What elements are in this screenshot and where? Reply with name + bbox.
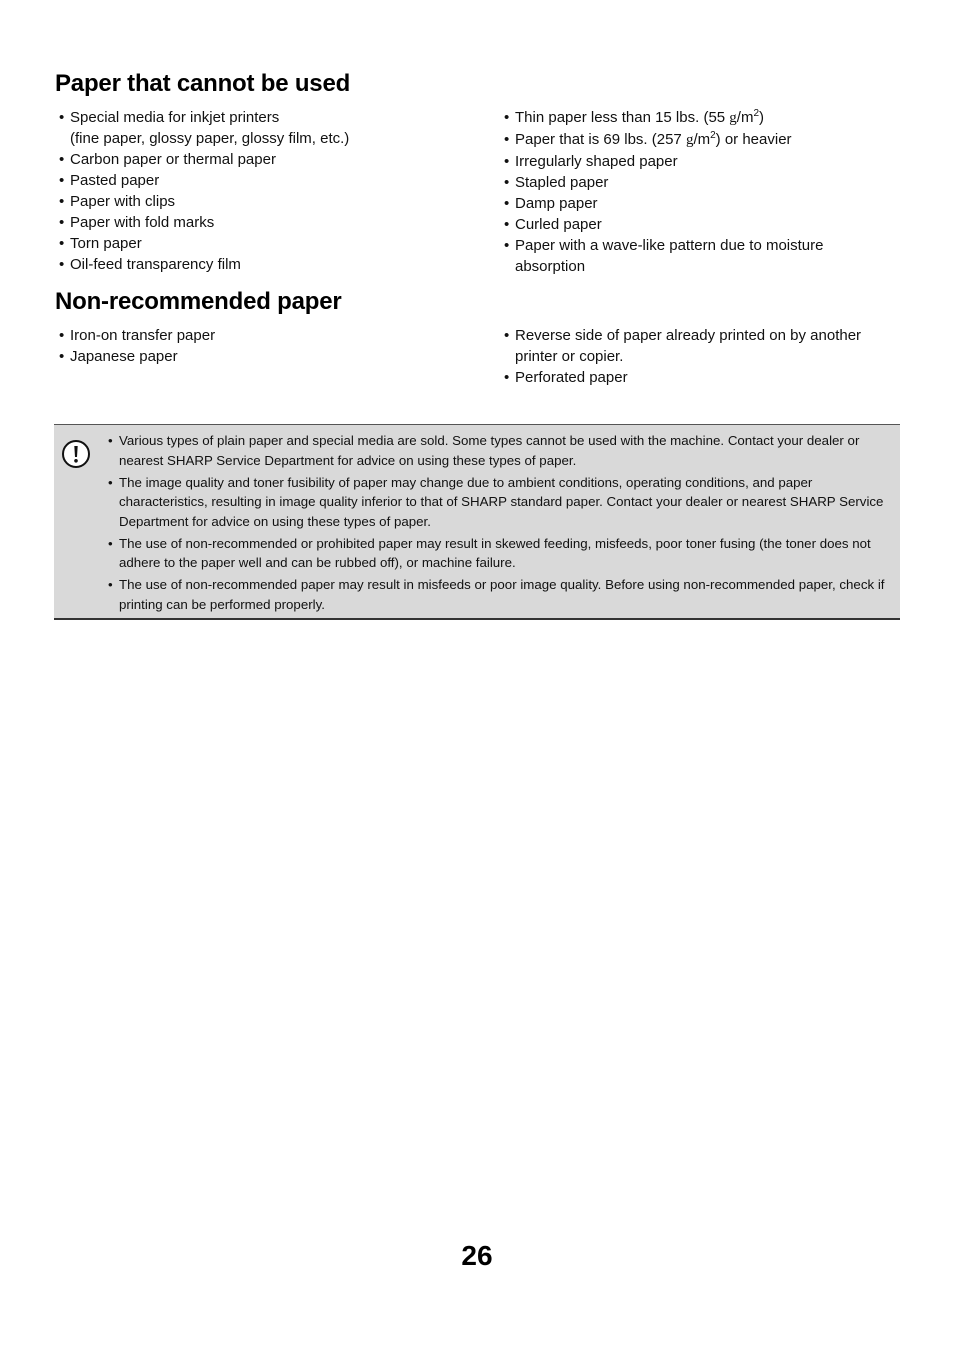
list-item-text: Pasted paper [70, 172, 160, 189]
list-item-text: Curled paper [515, 216, 602, 233]
list-item-text: Irregularly shaped paper [515, 153, 678, 170]
list-item [504, 129, 904, 151]
list-item [59, 170, 479, 191]
unit-superscript: 2 [753, 108, 760, 119]
list-item-text: Paper with fold marks [70, 214, 215, 231]
note-item [108, 473, 893, 532]
non-recommended-list-right [504, 325, 904, 388]
list-item-text: Damp paper [515, 195, 598, 212]
list-item [504, 235, 904, 277]
list-item [59, 212, 479, 233]
list-item-text-continued: absorption [515, 258, 586, 275]
note-item-text: The use of non-recommended paper may result in misfeeds or poor image quality. Before using non-recommended paper, check if printing can be performed properly. [119, 577, 885, 612]
list-item [59, 149, 479, 170]
list-item-text-continued: (fine paper, glossy paper, glossy film, etc.) [70, 130, 350, 147]
list-item [504, 172, 904, 193]
cannot-use-list-right [504, 107, 904, 277]
list-item [504, 107, 904, 129]
list-item-text: Paper with clips [70, 193, 176, 210]
note-item-text: The image quality and toner fusibility of paper may change due to ambient conditions, operating conditions, and paper characteristics, resulting in image quality inferior to that of SHARP standard paper. Contact your dealer or nearest SHARP Service Department for advice on using these types of paper. [119, 474, 884, 529]
list-item [59, 107, 479, 149]
page-number: 26 [461, 1240, 493, 1271]
list-item-text: Special media for inkjet printers [70, 109, 280, 126]
list-item [59, 254, 479, 275]
note-item [108, 534, 893, 573]
unit-g: g [729, 110, 737, 126]
caution-exclamation-icon [61, 439, 91, 469]
caution-note-box [54, 424, 900, 620]
list-item [504, 367, 904, 388]
note-item [108, 431, 893, 470]
list-item-text: Iron-on transfer paper [70, 327, 216, 344]
unit-g: g [685, 132, 694, 148]
section-heading-non-recommended: Non-recommended paper [55, 288, 342, 315]
list-item-text: Perforated paper [515, 369, 628, 386]
list-item [59, 346, 479, 367]
cannot-use-list-left [59, 107, 479, 275]
list-item-text-continued: printer or copier. [515, 348, 624, 365]
list-item [504, 151, 904, 172]
caution-note-list [108, 431, 893, 617]
list-item-text: Paper with a wave-like pattern due to moisture [515, 237, 824, 254]
list-item [59, 325, 479, 346]
section-heading-cannot-use: Paper that cannot be used [55, 70, 351, 97]
list-item-text: Japanese paper [70, 348, 178, 365]
unit-m: /m [736, 109, 754, 126]
list-item-text: Oil-feed transparency film [70, 256, 241, 273]
list-item-text: Torn paper [70, 235, 142, 252]
list-item [59, 191, 479, 212]
list-item [59, 233, 479, 254]
list-item-text: Stapled paper [515, 174, 609, 191]
unit-m: /m [693, 131, 711, 148]
list-item-text-end: ) or heavier [715, 131, 792, 148]
list-item [504, 193, 904, 214]
list-item [504, 214, 904, 235]
list-item-text-end: ) [759, 109, 765, 126]
note-item-text: The use of non-recommended or prohibited paper may result in skewed feeding, misfeeds, poor toner fusing (the toner does not adhere to the paper well and can be rubbed off), or machine failure. [119, 535, 871, 570]
note-item [108, 575, 893, 614]
list-item-text: Carbon paper or thermal paper [70, 151, 276, 168]
list-item [504, 325, 904, 367]
unit-superscript: 2 [710, 130, 716, 141]
list-item-text: Thin paper less than 15 lbs. (55 [515, 109, 730, 126]
list-item-text: Paper that is 69 lbs. (257 [515, 131, 686, 148]
non-recommended-list-left [59, 325, 479, 367]
note-item-text: Various types of plain paper and special media are sold. Some types cannot be used with the machine. Contact your dealer or nearest SHARP Service Department for advice on using these types of paper. [119, 433, 860, 468]
list-item-text: Reverse side of paper already printed on by another [515, 327, 862, 344]
